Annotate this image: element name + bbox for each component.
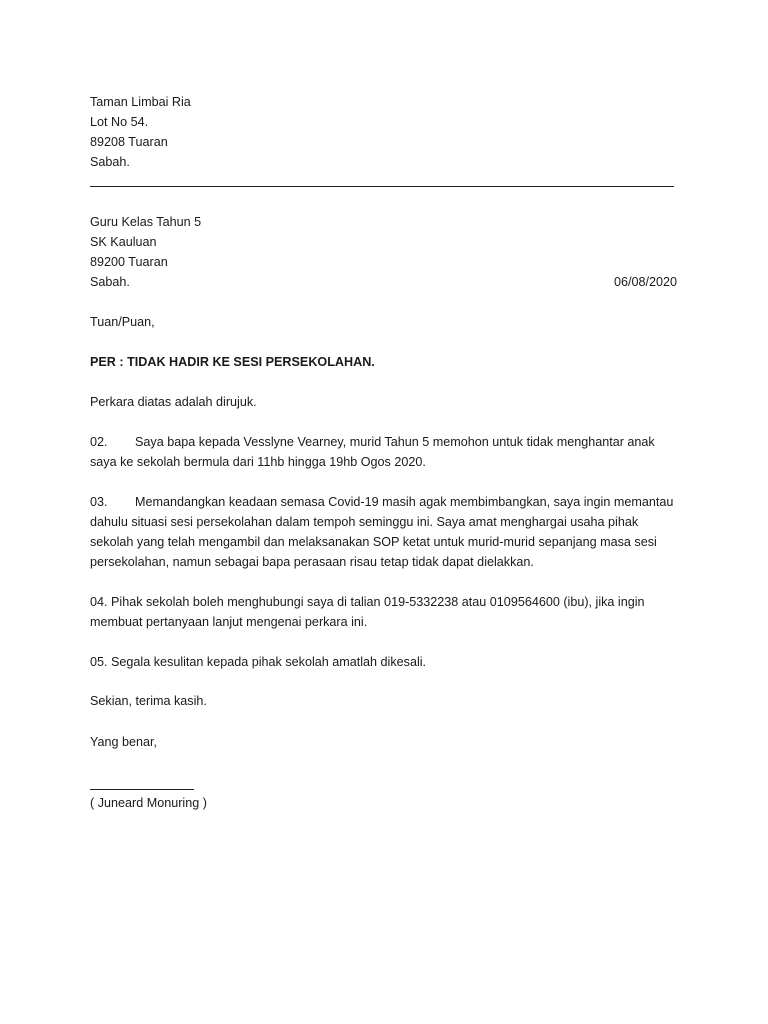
paragraph-04-line2: membuat pertanyaan lanjut mengenai perkara ini. bbox=[90, 615, 368, 629]
paragraph-04-line1: 04. Pihak sekolah boleh menghubungi saya di talian 019-5332238 atau 0109564600 (ibu), jika ingin bbox=[90, 595, 645, 609]
sender-address-line1: Taman Limbai Ria bbox=[90, 95, 191, 109]
paragraph-05: 05. Segala kesulitan kepada pihak sekolah amatlah dikesali. bbox=[90, 655, 427, 669]
letter-date: 06/08/2020 bbox=[613, 275, 677, 289]
subject-line: PER : TIDAK HADIR KE SESI PERSEKOLAHAN. bbox=[90, 355, 375, 369]
recipient-address-line4: Sabah. bbox=[90, 275, 130, 289]
sign-off: Yang benar, bbox=[90, 735, 157, 749]
paragraph-03-line4: persekolahan, namun sebagai bapa perasaan risau tetap tidak dapat dielakkan. bbox=[90, 555, 534, 569]
header-divider bbox=[90, 186, 674, 187]
sender-address-line2: Lot No 54. bbox=[90, 115, 149, 129]
signature-line bbox=[90, 789, 194, 790]
closing-line: Sekian, terima kasih. bbox=[90, 694, 207, 708]
paragraph-02-line2: saya ke sekolah bermula dari 11hb hingga 19hb Ogos 2020. bbox=[90, 455, 426, 469]
signatory-name: ( Juneard Monuring ) bbox=[90, 796, 207, 810]
sender-address-line3: 89208 Tuaran bbox=[90, 135, 168, 149]
recipient-address-line3: 89200 Tuaran bbox=[90, 255, 168, 269]
sender-address-line4: Sabah. bbox=[90, 155, 130, 169]
reference-line: Perkara diatas adalah dirujuk. bbox=[90, 395, 257, 409]
paragraph-03-line1 bbox=[90, 492, 673, 512]
paragraph-03-number: 03. bbox=[90, 495, 108, 509]
recipient-address-line1: Guru Kelas Tahun 5 bbox=[90, 215, 202, 229]
salutation: Tuan/Puan, bbox=[90, 315, 155, 329]
paragraph-03-line2: dahulu situasi sesi persekolahan dalam tempoh seminggu ini. Saya amat menghargai usaha pihak bbox=[90, 515, 639, 529]
paragraph-02-line1 bbox=[90, 432, 655, 452]
recipient-address-line2: SK Kauluan bbox=[90, 235, 157, 249]
paragraph-03-text: Memandangkan keadaan semasa Covid-19 masih agak membimbangkan, saya ingin memantau bbox=[135, 495, 674, 509]
paragraph-02-number: 02. bbox=[90, 435, 108, 449]
paragraph-02-text: Saya bapa kepada Vesslyne Vearney, murid Tahun 5 memohon untuk tidak menghantar anak bbox=[135, 435, 655, 449]
paragraph-03-line3: sekolah yang telah mengambil dan melaksanakan SOP ketat untuk murid-murid sepanjang masa sesi bbox=[90, 535, 657, 549]
